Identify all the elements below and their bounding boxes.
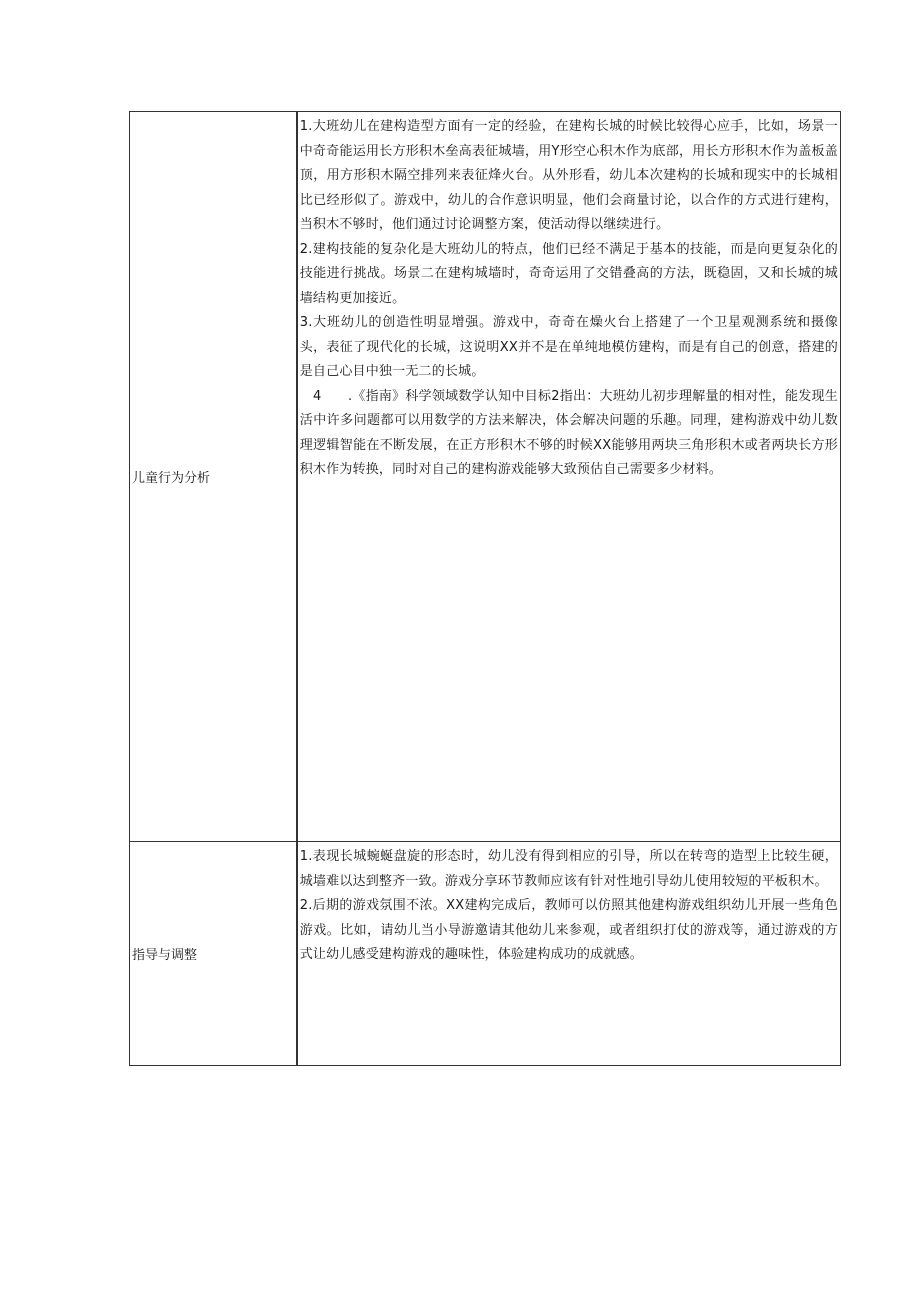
analysis-paragraph-2: 2.建构技能的复杂化是大班幼儿的特点，他们已经不满足于基本的技能，而是向更复杂化的技能进行挑战。场景二在建构城墙时，奇奇运用了交错叠高的方法，既稳固，又和长城的城墙结构更加接近。: [299, 241, 838, 306]
row-label-cell: [130, 842, 297, 1066]
record-table: [129, 111, 841, 1066]
row-content-cell: [297, 842, 841, 1066]
guidance-content: [298, 842, 840, 968]
analysis-paragraph-1: 1.大班幼儿在建构造型方面有一定的经验，在建构长城的时候比较得心应手，比如，场景一中奇奇能运用长方形积木垒高表征城墙，用Y形空心积木作为底部，用长方形积木作为盖板盖顶，用方形积木隔空排列来表征烽火台。从外形看，幼儿本次建构的长城和现实中的长城相比已经形似了。游戏中，幼儿的合作意识明显，他们会商量讨论，以合作的方式进行建构，当积木不够时，他们通过讨论调整方案，使活动得以继续进行。: [299, 119, 838, 232]
table-row-behavior-analysis: [130, 112, 841, 842]
analysis-paragraph-3: 3.大班幼儿的创造性明显增强。游戏中，奇奇在燥火台上搭建了一个卫星观测系统和摄像头，表征了现代化的长城，这说明XX并不是在单纯地模仿建构，而是有自己的创意，搭建的是自己心目中独一无二的长城。: [299, 315, 838, 379]
row-label-behavior-analysis: 儿童行为分析: [132, 471, 211, 486]
table-row-guidance: [130, 842, 841, 1066]
guidance-paragraph-1: 1.表现长城蜿蜒盘旋的形态时，幼儿没有得到相应的引导，所以在转弯的造型上比较生硬，城墙难以达到整齐一致。游戏分享环节教师应该有针对性地引导幼儿使用较短的平板积木。: [299, 849, 838, 889]
row-label-cell: [130, 112, 297, 842]
analysis-content: [298, 112, 840, 483]
row-content-cell: [297, 112, 841, 842]
row-label-guidance: 指导与调整: [132, 948, 198, 963]
analysis-paragraph-4: 4 .《指南》科学领域数学认知中目标2指出：大班幼儿初步理解量的相对性，能发现生活中许多问题都可以用数学的方法来解决，体会解决问题的乐趣。同理，建构游戏中幼儿数理逻辑智能在不断发展，在正方形积木不够的时候XX能够用两块三角形积木或者两块长方形积木作为转换，同时对自己的建构游戏能够大致预估自己需要多少材料。: [299, 388, 838, 477]
guidance-paragraph-2: 2.后期的游戏氛围不浓。XX建构完成后，教师可以仿照其他建构游戏组织幼儿开展一些角色游戏。比如，请幼儿当小导游邀请其他幼儿来参观，或者组织打仗的游戏等，通过游戏的方式让幼儿感受建构游戏的趣味性，体验建构成功的成就感。: [299, 898, 838, 962]
